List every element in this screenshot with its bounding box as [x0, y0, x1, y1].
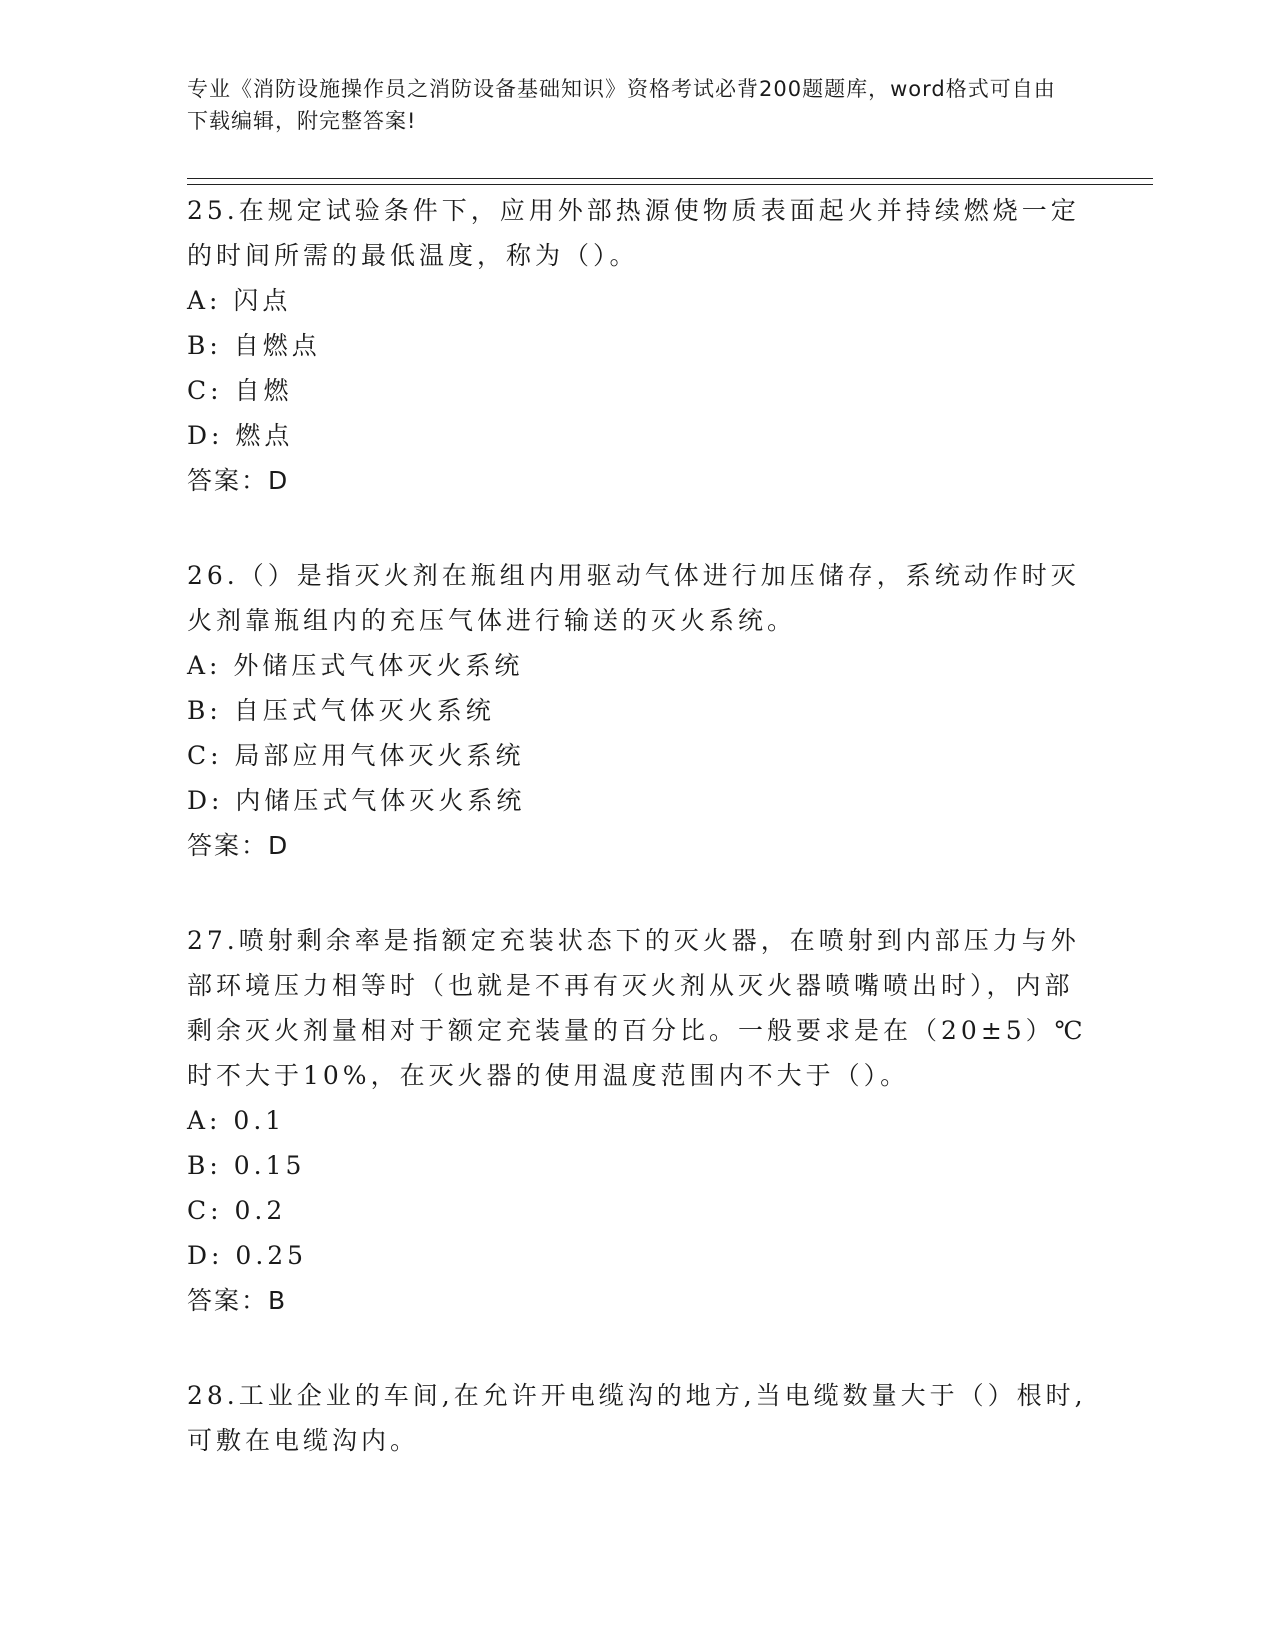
question-28	[187, 1373, 1087, 1463]
question-stem: 25.在规定试验条件下，应用外部热源使物质表面起火并持续燃烧一定的时间所需的最低温度，称为（）。	[187, 196, 1080, 270]
option-b: B: 0.15	[187, 1151, 306, 1180]
option-c: C: 局部应用气体灭火系统	[187, 741, 525, 770]
question-25	[187, 188, 1087, 503]
question-stem: 27.喷射剩余率是指额定充装状态下的灭火器，在喷射到内部压力与外部环境压力相等时（也就是不再有灭火剂从灭火器喷嘴喷出时），内部剩余灭火剂量相对于额定充装量的百分比。一般要求是在（20±5）℃时不大于10%，在灭火器的使用温度范围内不大于（）。	[187, 926, 1087, 1090]
option-b: B: 自压式气体灭火系统	[187, 696, 495, 725]
header-divider-top	[187, 178, 1153, 179]
option-c: C: 自燃	[187, 376, 293, 405]
option-a: A: 外储压式气体灭火系统	[187, 651, 524, 680]
option-a: A: 0.1	[187, 1106, 286, 1135]
option-d: D: 燃点	[187, 421, 294, 450]
option-d: D: 0.25	[187, 1241, 308, 1270]
header-divider-bottom	[187, 184, 1153, 185]
option-b: B: 自燃点	[187, 331, 321, 360]
option-c: C: 0.2	[187, 1196, 287, 1225]
question-stem: 28.工业企业的车间,在允许开电缆沟的地方,当电缆数量大于（）根时,可敷在电缆沟内。	[187, 1381, 1087, 1455]
answer: 答案：D	[187, 466, 290, 495]
answer: 答案：D	[187, 831, 290, 860]
question-26	[187, 553, 1087, 868]
document-header: 专业《消防设施操作员之消防设备基础知识》资格考试必背200题题库，word格式可自由下载编辑，附完整答案!	[187, 77, 1056, 133]
question-stem: 26.（）是指灭火剂在瓶组内用驱动气体进行加压储存，系统动作时灭火剂靠瓶组内的充压气体进行输送的灭火系统。	[187, 561, 1080, 635]
answer: 答案：B	[187, 1286, 288, 1315]
option-d: D: 内储压式气体灭火系统	[187, 786, 526, 815]
question-27	[187, 918, 1087, 1323]
option-a: A: 闪点	[187, 286, 292, 315]
